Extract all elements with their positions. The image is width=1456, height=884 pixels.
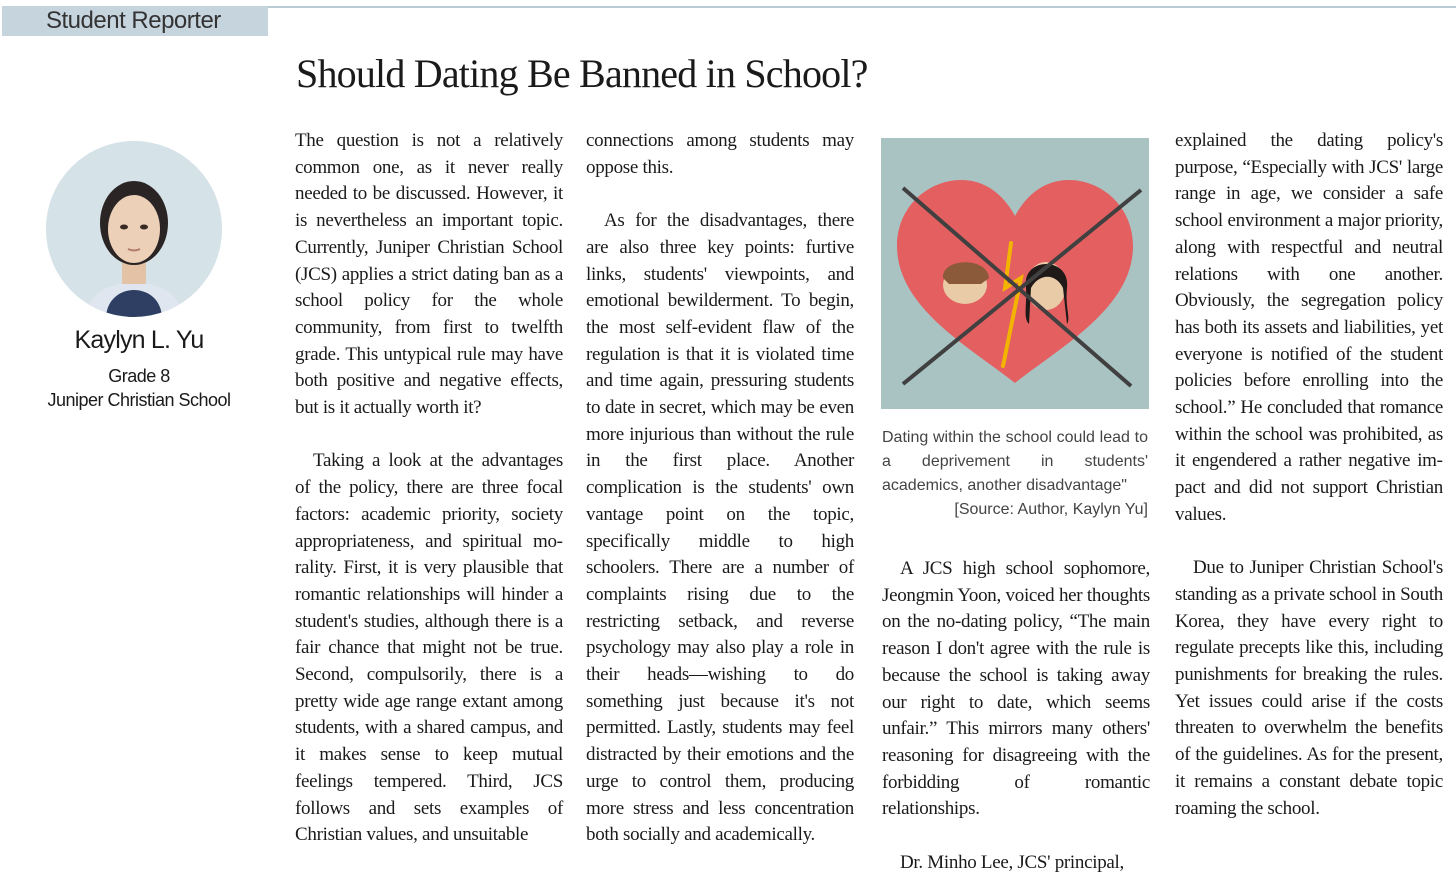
- article-column-2: [586, 128, 854, 849]
- caption-source: [Source: Author, Kaylyn Yu]: [954, 501, 1148, 518]
- headline: Should Dating Be Banned in School?: [296, 51, 868, 96]
- author-grade: Grade 8: [108, 366, 170, 386]
- section-label: Student Reporter: [2, 6, 268, 36]
- author-photo: [46, 141, 222, 317]
- article-column-4: [1175, 128, 1443, 822]
- author-name: Kaylyn L. Yu: [74, 326, 204, 354]
- caption-text: Dating within the school could lead to a deprivement in students' academics, another disadvantage": [882, 429, 1148, 494]
- paragraph: As for the disadvantages, there are also three key points: furtive links, students' viewpoints, and emotional bewilderment. To begin, the most self-evident flaw of the regulation is that it is violated time and time again, pressuring students to date in secret, which may be even more injurious than without the rule in the first place. Another complication is the students' own vantage point on the topic, specifically middle to high schoolers. There are a number of complaints rising due to the restricting setback, and reverse psychology may also play a role in their heads—wishing to do something just because it's not permitted. Lastly, students may feel distracted by their emotions and the urge to control them, producing more stress and less concentration both socially and academically.: [586, 210, 854, 846]
- article-column-3: [882, 556, 1150, 876]
- paragraph: explained the dating policy's purpose, “Especially with JCS' large range in age, we consider a safe school environment a major priority, along with respectful and neutral relations with one another. Obviously, the segregation policy has both its assets and liabilities, yet everyone is notified of the student policies before enrolling into the school.” He concluded that romance within the school was prohibited, as it engendered a rather negative impact and did not support Christian values.: [1175, 130, 1443, 525]
- paragraph: The question is not a relatively common one, as it never really needed to be discussed. However, it is nevertheless an important topic. Currently, Juniper Christian School (JCS) applies a strict dating ban as a school policy for the whole community, from first to twelfth grade. This untypical rule may have both positive and negative effects, but is it actually worth it?: [295, 130, 563, 419]
- paragraph: A JCS high school sophomore, Jeongmin Yoon, voiced her thoughts on the no-dating policy, “The main reason I don't agree with the rule is because the school is taking away our right to date, which seems unfair.” This mirrors many others' reasoning for disagreeing with the forbidding of romantic relationships.: [882, 558, 1150, 820]
- paragraph: Due to Juniper Christian School's standing as a private school in South Korea, they have every right to regulate precepts like this, including punishments for breaking the rules. Yet issues could arise if the costs threaten to overwhelm the benefits of the guidelines. As for the present, it remains a constant debate topic roaming the school.: [1175, 557, 1443, 819]
- paragraph: connections among students may oppose this.: [586, 130, 854, 178]
- article-column-1: [295, 128, 563, 849]
- figure-caption: [882, 426, 1148, 522]
- paragraph: Taking a look at the advantages of the policy, there are three focal factors: academic priority, society appropriateness, and spiritual morality. First, it is very plausible that romantic relationships will hinder a student's studies, although there is a fair chance that might not be true. Second, compulsorily, there is a pretty wide age range extant among students, with a shared campus, and it makes sense to keep mutual feelings tempered. Third, JCS follows and sets examples of Christian values, and unsuitable: [295, 450, 563, 846]
- author-school: Juniper Christian School: [47, 390, 231, 410]
- figure-image: [881, 138, 1149, 409]
- header-rule: [268, 6, 1456, 8]
- paragraph: Dr. Minho Lee, JCS' principal,: [900, 851, 1124, 873]
- portrait-photo-icon: [46, 141, 222, 317]
- crossed-heart-illustration-icon: [881, 138, 1149, 409]
